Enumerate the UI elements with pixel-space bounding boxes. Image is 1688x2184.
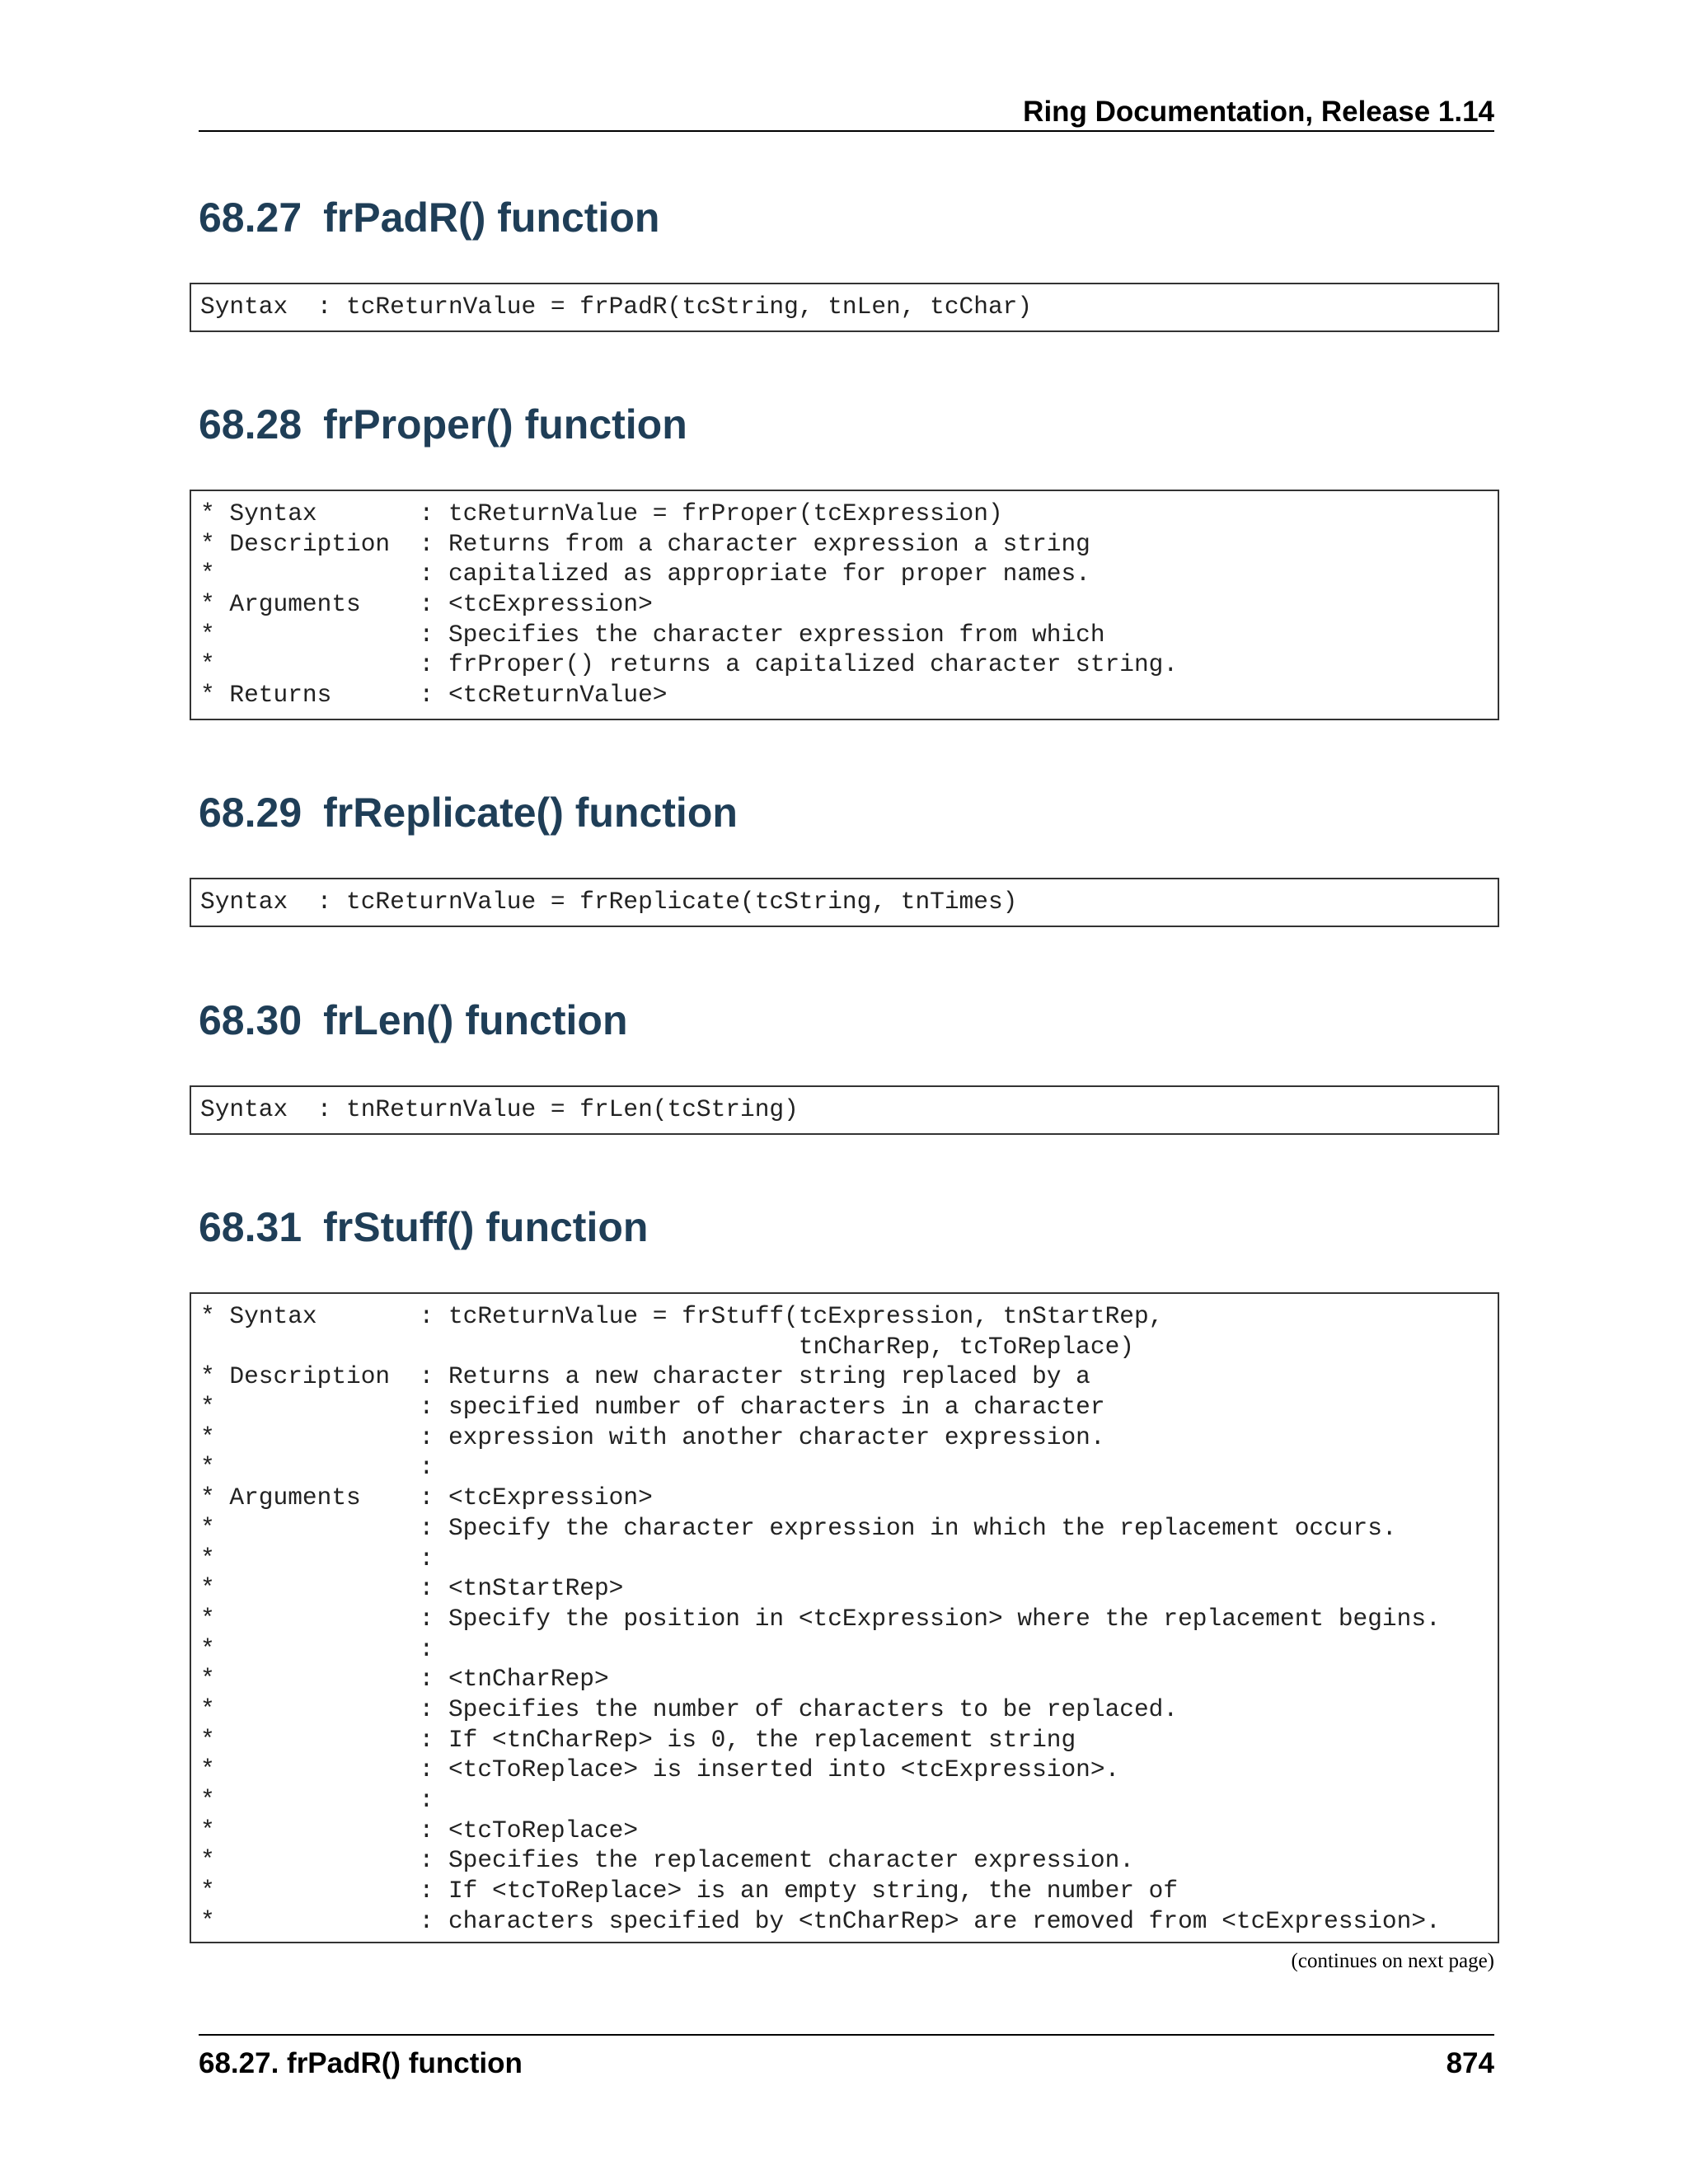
code-line: * : Specify the character expression in which the replacement occurs. [200, 1513, 1397, 1542]
code-line: * : Specifies the replacement character expression. [200, 1846, 1134, 1875]
section-number: 68.29 [199, 790, 302, 836]
code-line: * : [200, 1544, 434, 1572]
code-line: Syntax : tcReturnValue = frPadR(tcString, tnLen, tcChar) [200, 293, 1033, 321]
section-number: 68.27 [199, 194, 302, 241]
code-line: * : frProper() returns a capitalized character string. [200, 650, 1179, 679]
code-line: Syntax : tnReturnValue = frLen(tcString) [200, 1095, 799, 1123]
section-title-frproper [199, 400, 687, 449]
code-line: * : <tcToReplace> is inserted into <tcExpression>. [200, 1755, 1120, 1784]
document-title: Ring Documentation, Release 1.14 [1023, 96, 1494, 128]
code-line: * : If <tnCharRep> is 0, the replacement string [200, 1725, 1076, 1754]
section-title-frstuff [199, 1202, 648, 1252]
page-footer [199, 2034, 1494, 2083]
code-line: * : specified number of characters in a character [200, 1393, 1105, 1422]
code-line: * Description : Returns a new character string replaced by a [200, 1362, 1090, 1391]
code-line: * Syntax : tcReturnValue = frStuff(tcExpression, tnStartRep, [200, 1302, 1164, 1330]
continues-note: (continues on next page) [1291, 1950, 1494, 1972]
section-heading: frPadR() function [323, 194, 660, 241]
code-line: * Arguments : <tcExpression> [200, 1483, 653, 1512]
code-line: * Syntax : tcReturnValue = frProper(tcExpression) [200, 499, 1003, 527]
section-number: 68.28 [199, 401, 302, 448]
code-line: * : characters specified by <tnCharRep> are removed from <tcExpression>. [200, 1906, 1441, 1935]
code-line: tnCharRep, tcToReplace) [200, 1332, 1134, 1361]
code-block-frstuff [190, 1292, 1499, 1943]
page-number: 874 [1446, 2047, 1494, 2079]
code-line: * : [200, 1634, 434, 1663]
section-number: 68.30 [199, 997, 302, 1043]
section-heading: frProper() function [323, 401, 687, 448]
code-block-frreplicate [190, 878, 1499, 927]
code-line: * : Specifies the character expression from which [200, 620, 1105, 649]
code-line: * : <tcToReplace> [200, 1816, 639, 1844]
section-heading: frLen() function [323, 997, 628, 1043]
code-line: * : <tnStartRep> [200, 1574, 624, 1603]
section-title-frreplicate [199, 788, 738, 837]
page-header [199, 92, 1494, 132]
code-block-frpadr [190, 283, 1499, 332]
code-line: * : Specify the position in <tcExpression> where the replacement begins. [200, 1604, 1441, 1633]
code-line: * : If <tcToReplace> is an empty string, the number of [200, 1877, 1179, 1905]
code-line: Syntax : tcReturnValue = frReplicate(tcString, tnTimes) [200, 888, 1018, 916]
footer-section-ref: 68.27. frPadR() function [199, 2047, 523, 2079]
code-block-frlen [190, 1085, 1499, 1135]
code-block-frproper [190, 490, 1499, 720]
code-line: * : <tnCharRep> [200, 1665, 609, 1694]
code-line: * Description : Returns from a character expression a string [200, 529, 1090, 558]
section-title-frlen [199, 996, 628, 1045]
section-heading: frStuff() function [323, 1204, 649, 1250]
section-heading: frReplicate() function [323, 790, 738, 836]
code-line: * Arguments : <tcExpression> [200, 590, 653, 619]
section-title-frpadr [199, 193, 659, 242]
code-line: * : [200, 1453, 434, 1482]
code-line: * : Specifies the number of characters to be replaced. [200, 1694, 1179, 1723]
code-line: * : [200, 1786, 434, 1814]
code-line: * : expression with another character expression. [200, 1422, 1105, 1451]
section-number: 68.31 [199, 1204, 302, 1250]
code-line: * : capitalized as appropriate for proper names. [200, 560, 1090, 588]
code-line: * Returns : <tcReturnValue> [200, 681, 668, 710]
